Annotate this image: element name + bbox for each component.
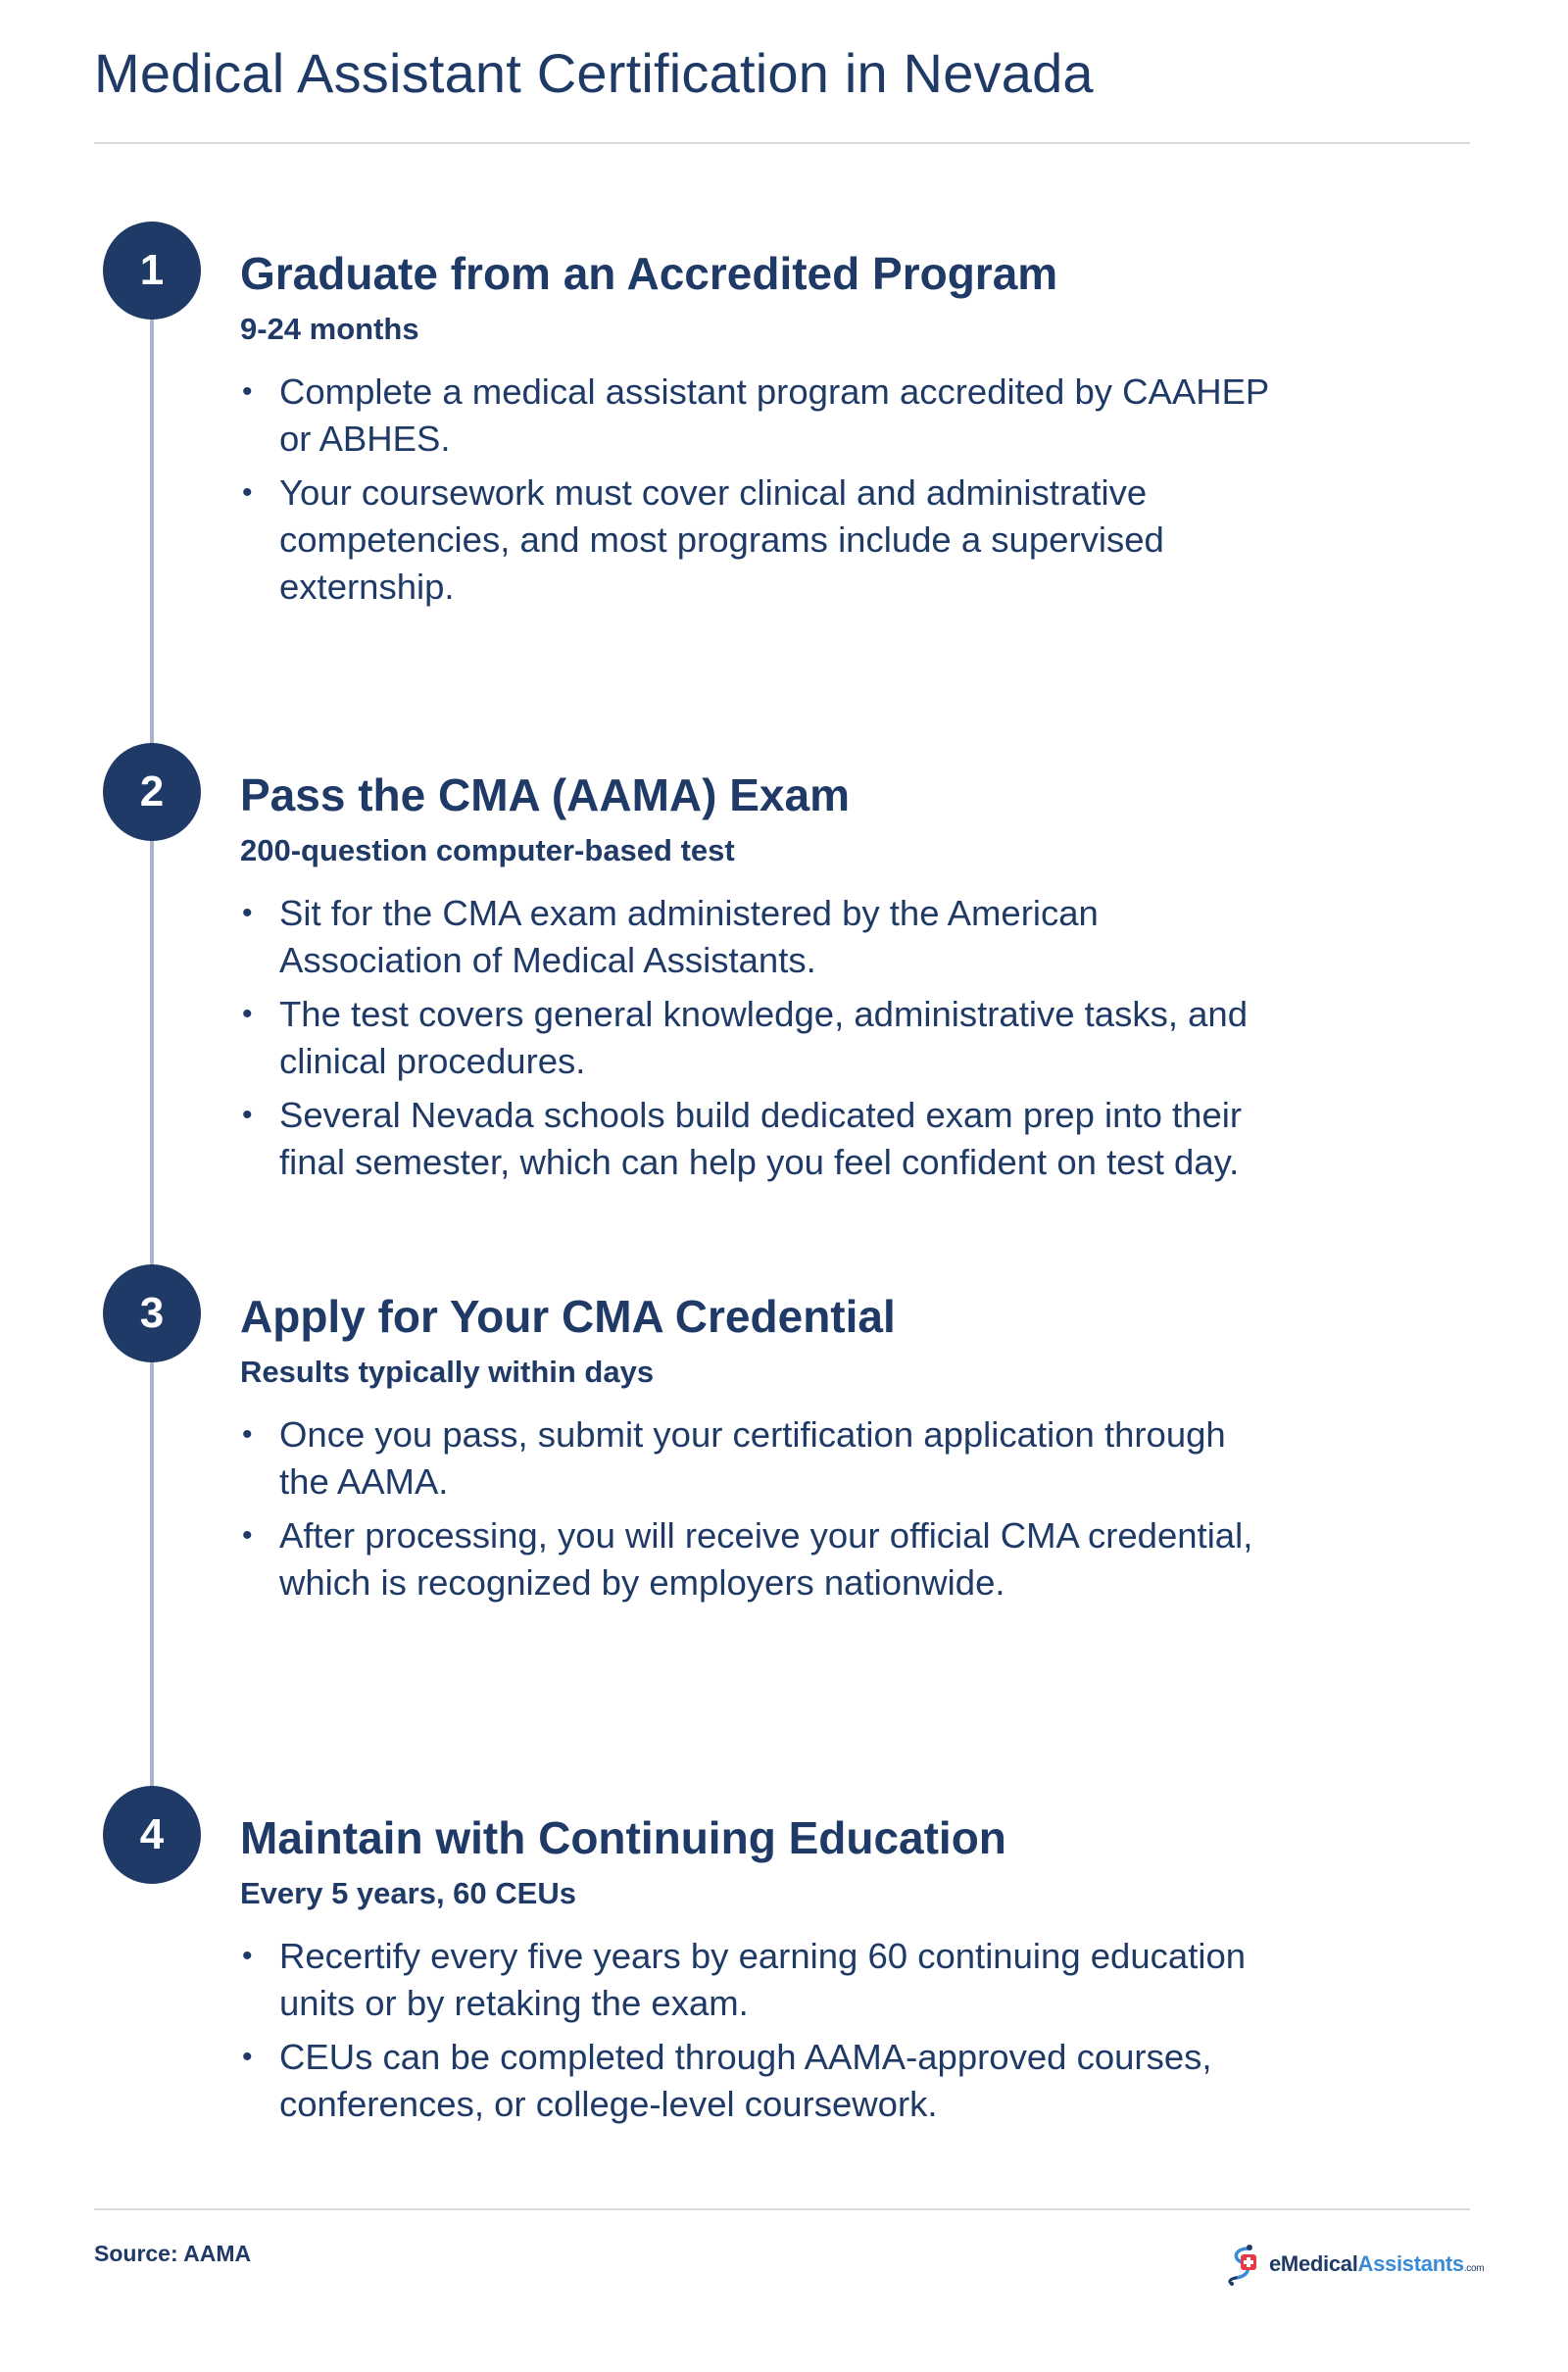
step-bullet: • Several Nevada schools build dedicated exam prep into their final semester, which can help you feel confident on test day.	[279, 1092, 1279, 1186]
step-number-badge: 2	[103, 743, 201, 841]
source-credit: Source: AAMA	[94, 2241, 252, 2266]
brand-tld: .com	[1463, 2263, 1485, 2274]
caduceus-plus-logo-icon	[1222, 2243, 1263, 2286]
step-title: Maintain with Continuing Education	[240, 1812, 1006, 1863]
page-title: Medical Assistant Certification in Nevada	[94, 42, 1094, 104]
brand-name-part1: eMedical	[1269, 2251, 1358, 2276]
step-bullet: • CEUs can be completed through AAMA-approved courses, conferences, or college-level coursework.	[279, 2034, 1279, 2128]
step-number-badge: 3	[103, 1264, 201, 1362]
step-duration: 9-24 months	[240, 312, 419, 346]
step-bullet: • Once you pass, submit your certification application through the AAMA.	[279, 1411, 1279, 1506]
step-duration: Results typically within days	[240, 1355, 655, 1389]
step-duration: 200-question computer-based test	[240, 833, 735, 867]
step-bullet-list	[279, 890, 1279, 1193]
step-number-badge: 1	[103, 222, 201, 320]
step-title: Pass the CMA (AAMA) Exam	[240, 769, 850, 820]
step-bullet: • The test covers general knowledge, administrative tasks, and clinical procedures.	[279, 991, 1279, 1085]
step-bullet: • Recertify every five years by earning 60 continuing education units or by retaking the exam.	[279, 1933, 1279, 2027]
step-bullet: • Complete a medical assistant program accredited by CAAHEP or ABHES.	[279, 369, 1279, 463]
step-title: Graduate from an Accredited Program	[240, 248, 1058, 299]
brand-logo	[1222, 2243, 1484, 2286]
step-duration: Every 5 years, 60 CEUs	[240, 1876, 576, 1910]
footer-divider	[94, 2208, 1470, 2210]
brand-name-part2: Assistants	[1357, 2251, 1464, 2276]
step-bullet-list	[279, 1933, 1279, 2135]
step-bullet-list	[279, 369, 1279, 618]
step-bullet: • Sit for the CMA exam administered by the American Association of Medical Assistants.	[279, 890, 1279, 984]
step-bullet-list	[279, 1411, 1279, 1613]
timeline-connector	[150, 271, 154, 1835]
step-bullet: • After processing, you will receive your official CMA credential, which is recognized by employers nationwide.	[279, 1512, 1279, 1606]
step-number-badge: 4	[103, 1786, 201, 1884]
brand-wordmark	[1269, 2251, 1484, 2277]
step-bullet: • Your coursework must cover clinical and administrative competencies, and most programs include a supervised externship.	[279, 469, 1279, 611]
step-title: Apply for Your CMA Credential	[240, 1291, 896, 1342]
header-divider	[94, 142, 1470, 144]
